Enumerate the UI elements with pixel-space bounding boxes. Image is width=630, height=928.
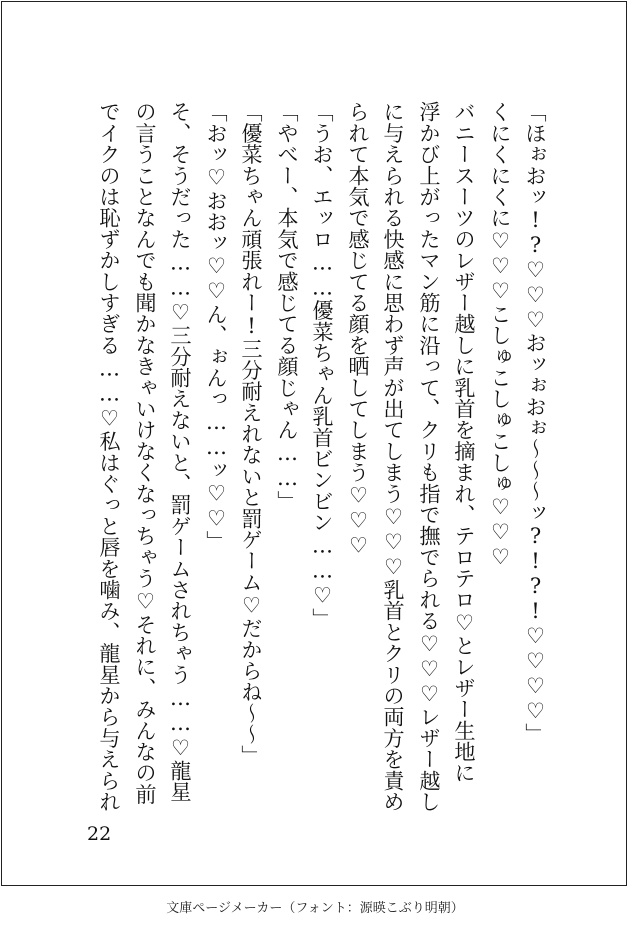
text-line-1: 「ほぉおッ!?♡♡♡おッぉおぉ〜〜〜ッ?!?!♡♡♡♡」 xyxy=(523,101,548,744)
page-number: 22 xyxy=(87,823,112,845)
text-line-3: バニースーツのレザー越しに乳首を摘まれ、テロテロ♡とレザー生地に xyxy=(452,101,477,784)
text-line-10: 「おッ♡おおッ♡♡ん、ぉんっ……ッ♡♡」 xyxy=(204,101,229,552)
page-frame xyxy=(1,1,627,886)
text-line-11: そ、そうだった……♡三分耐えないと、罰ゲームされちゃう……♡龍星 xyxy=(168,101,193,803)
text-line-5: に与えられる快感に思わず声が出てしまう♡♡♡乳首とクリの両方を責め xyxy=(381,101,406,812)
text-line-4: 浮かび上がったマン筋に沿って、クリも指で撫でられる♡♡♡レザー越し xyxy=(417,101,442,812)
text-line-13: でイクのは恥ずかしすぎる……♡私はぐっと唇を噛み、龍星から与えられ xyxy=(97,101,122,813)
text-line-8: 「やべー、本気で感じてる顔じゃん……」 xyxy=(275,101,300,512)
text-line-6: られて本気で感じてる顔を晒してしまう♡♡♡ xyxy=(346,101,371,558)
footer-credit: 文庫ページメーカー（フォント：源暎こぶり明朝） xyxy=(166,901,464,916)
text-line-12: の言うことなんでも聞かなきゃいけなくなっちゃう♡それに、みんなの前 xyxy=(133,101,158,805)
text-line-7: 「うお、エッロ……優菜ちゃん乳首ビンビン……♡」 xyxy=(310,101,335,629)
text-line-9: 「優菜ちゃん頑張れー!三分耐えれないと罰ゲーム♡だからね〜〜」 xyxy=(239,101,264,766)
text-line-2: くにくにくに♡♡♡こしゅこしゅこしゅ♡♡♡ xyxy=(488,101,513,569)
